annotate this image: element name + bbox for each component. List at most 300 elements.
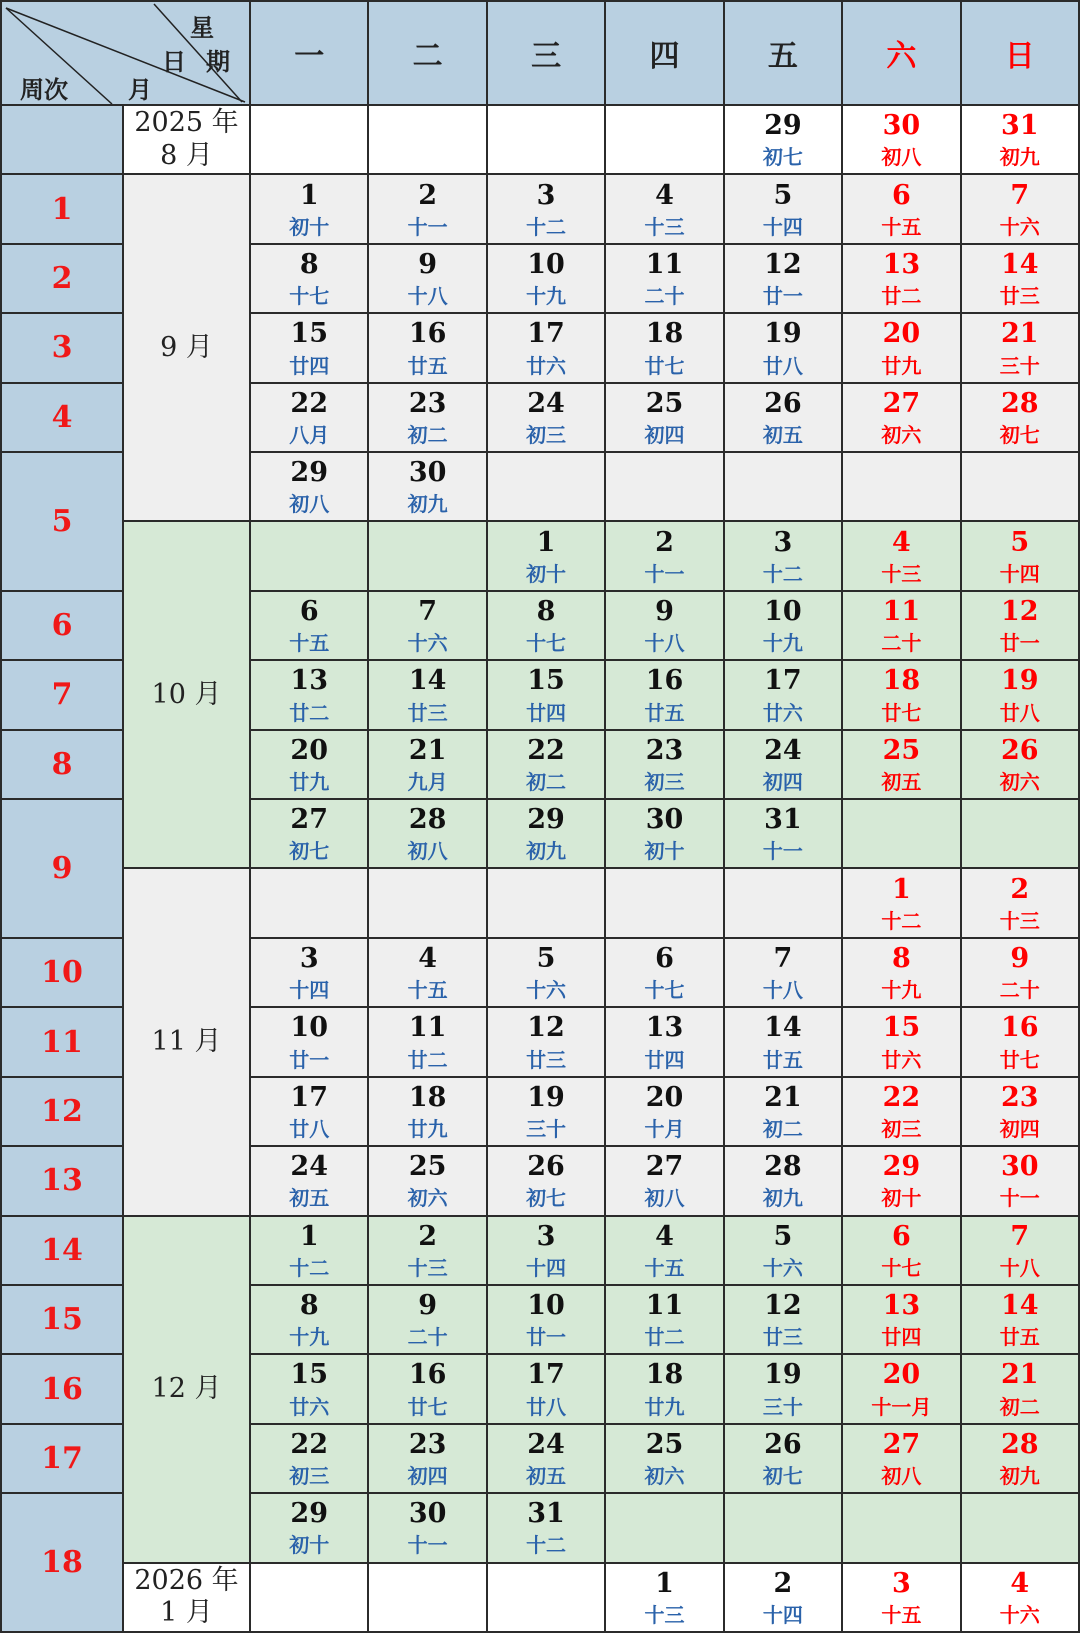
lunar-date: 廿三: [762, 1325, 803, 1350]
day-cell: [962, 1217, 1078, 1284]
solar-date: 27: [882, 1428, 921, 1460]
month-label-cell: [124, 1217, 249, 1562]
solar-date: 14: [408, 665, 447, 697]
day-cell: [606, 522, 722, 589]
solar-date: 23: [408, 1428, 447, 1460]
solar-date: 15: [290, 1359, 328, 1391]
day-cell: [369, 661, 485, 728]
lunar-date: 十二: [526, 214, 567, 239]
day-cell: [369, 384, 485, 451]
day-cell: [606, 453, 722, 520]
corner-label-month: 月: [128, 75, 152, 104]
solar-date: 6: [891, 1220, 911, 1252]
lunar-date: 十六: [407, 631, 448, 656]
day-cell: [606, 592, 722, 659]
day-cell: [369, 1355, 485, 1422]
day-cell: [488, 522, 604, 589]
day-cell: [962, 245, 1078, 312]
solar-date: 12: [527, 1012, 565, 1044]
solar-date: 20: [290, 734, 328, 766]
solar-date: 25: [645, 1428, 684, 1460]
day-cell: [606, 1564, 722, 1631]
lunar-date: 初三: [644, 769, 685, 794]
solar-date: 24: [764, 734, 802, 766]
solar-date: 26: [527, 1151, 565, 1183]
month-label-cell: [124, 522, 249, 867]
solar-date: 29: [764, 110, 802, 142]
lunar-date: 廿四: [526, 700, 567, 725]
lunar-date: 初八: [407, 839, 448, 864]
day-cell: [369, 522, 485, 589]
day-cell: [251, 175, 367, 242]
lunar-date: 初二: [999, 1394, 1040, 1419]
day-cell: [843, 522, 959, 589]
solar-date: 21: [408, 734, 447, 766]
day-cell: [251, 314, 367, 381]
lunar-date: 初九: [407, 492, 448, 517]
solar-date: 30: [1000, 1151, 1039, 1183]
day-cell: [843, 453, 959, 520]
month-label-cell: [124, 869, 249, 1214]
day-cell: [369, 869, 485, 936]
solar-date: 30: [645, 804, 684, 836]
day-cell: [251, 1008, 367, 1075]
lunar-date: 初五: [526, 1464, 567, 1489]
lunar-date: 十二: [762, 561, 803, 586]
solar-date: 14: [1000, 1290, 1039, 1322]
lunar-date: 十四: [762, 1602, 803, 1627]
day-cell: [725, 661, 841, 728]
lunar-date: 廿七: [407, 1394, 448, 1419]
day-cell: [843, 592, 959, 659]
day-cell: [251, 453, 367, 520]
solar-date: 25: [408, 1151, 447, 1183]
day-cell: [251, 1494, 367, 1561]
day-cell: [369, 1217, 485, 1284]
solar-date: 18: [882, 665, 921, 697]
day-cell: [606, 731, 722, 798]
week-number-cell: [2, 106, 122, 173]
lunar-date: 廿六: [526, 353, 567, 378]
lunar-date: 初四: [407, 1464, 448, 1489]
week-number-cell: 17: [2, 1425, 122, 1492]
solar-date: 5: [1010, 526, 1030, 558]
lunar-date: 十七: [644, 978, 685, 1003]
solar-date: 28: [764, 1151, 802, 1183]
solar-date: 15: [882, 1012, 921, 1044]
day-cell: [488, 453, 604, 520]
day-cell: [843, 1008, 959, 1075]
day-cell: [962, 1286, 1078, 1353]
day-cell: [962, 1494, 1078, 1561]
day-cell: [606, 1078, 722, 1145]
solar-date: 12: [764, 248, 802, 280]
day-cell: [488, 245, 604, 312]
lunar-date: 三十: [526, 1117, 567, 1142]
day-cell: [488, 869, 604, 936]
day-cell: [606, 1355, 722, 1422]
day-cell: [962, 1078, 1078, 1145]
day-cell: [843, 731, 959, 798]
month-label-line: 11 月: [151, 1025, 222, 1057]
solar-date: 26: [764, 387, 802, 419]
day-cell: [369, 314, 485, 381]
day-cell: [725, 314, 841, 381]
week-number-cell: 9: [2, 800, 122, 937]
lunar-date: 十三: [407, 1255, 448, 1280]
lunar-date: 十九: [526, 284, 567, 309]
solar-date: 6: [891, 179, 911, 211]
lunar-date: 初十: [881, 1186, 922, 1211]
day-cell: [251, 1078, 367, 1145]
solar-date: 11: [645, 1290, 684, 1322]
day-cell: [369, 245, 485, 312]
weekday-header: 日: [962, 2, 1078, 104]
day-cell: [606, 1008, 722, 1075]
lunar-date: 十四: [762, 214, 803, 239]
lunar-date: 廿一: [999, 631, 1040, 656]
solar-date: 13: [882, 1290, 921, 1322]
lunar-date: 初七: [526, 1186, 567, 1211]
solar-date: 5: [773, 179, 793, 211]
day-cell: [488, 939, 604, 1006]
solar-date: 9: [655, 595, 674, 627]
lunar-date: 十三: [644, 214, 685, 239]
lunar-date: 二十: [999, 978, 1040, 1003]
day-cell: [251, 1425, 367, 1492]
day-cell: [606, 1217, 722, 1284]
week-number-cell: 16: [2, 1355, 122, 1422]
solar-date: 30: [408, 457, 447, 489]
day-cell: [725, 1355, 841, 1422]
lunar-date: 初二: [407, 422, 448, 447]
day-cell: [843, 245, 959, 312]
day-cell: [251, 1286, 367, 1353]
lunar-date: 十五: [289, 631, 330, 656]
day-cell: [488, 106, 604, 173]
day-cell: [369, 939, 485, 1006]
solar-date: 22: [290, 1428, 328, 1460]
month-label-line: 2025 年: [134, 107, 239, 139]
lunar-date: 廿九: [289, 769, 330, 794]
solar-date: 23: [408, 387, 447, 419]
weekday-header: 六: [843, 2, 959, 104]
lunar-date: 初八: [644, 1186, 685, 1211]
lunar-date: 初五: [762, 422, 803, 447]
solar-date: 1: [299, 179, 319, 211]
lunar-date: 廿一: [289, 1047, 330, 1072]
solar-date: 17: [527, 1359, 565, 1391]
day-cell: [251, 1355, 367, 1422]
solar-date: 2: [1010, 873, 1030, 905]
day-cell: [369, 175, 485, 242]
lunar-date: 初六: [999, 769, 1040, 794]
solar-date: 19: [764, 1359, 802, 1391]
day-cell: [725, 1286, 841, 1353]
day-cell: [488, 731, 604, 798]
solar-date: 11: [408, 1012, 447, 1044]
day-cell: [843, 1147, 959, 1214]
lunar-date: 初九: [762, 1186, 803, 1211]
solar-date: 21: [764, 1081, 802, 1113]
month-label-line: 1 月: [160, 1597, 213, 1629]
lunar-date: 十三: [644, 1602, 685, 1627]
day-cell: [369, 731, 485, 798]
day-cell: [369, 800, 485, 867]
lunar-date: 廿三: [999, 284, 1040, 309]
lunar-date: 八月: [289, 422, 330, 447]
lunar-date: 廿九: [644, 1394, 685, 1419]
solar-date: 23: [1000, 1081, 1039, 1113]
lunar-date: 廿二: [881, 284, 922, 309]
lunar-date: 十二: [526, 1533, 567, 1558]
day-cell: [251, 1564, 367, 1631]
solar-date: 7: [418, 595, 438, 627]
lunar-date: 十一月: [871, 1394, 932, 1419]
day-cell: [488, 314, 604, 381]
day-cell: [843, 661, 959, 728]
solar-date: 25: [645, 387, 684, 419]
lunar-date: 初十: [289, 214, 330, 239]
day-cell: [606, 1425, 722, 1492]
day-cell: [962, 1008, 1078, 1075]
corner-label-ri: 日: [162, 47, 186, 76]
lunar-date: 廿一: [762, 284, 803, 309]
lunar-date: 廿七: [881, 700, 922, 725]
solar-date: 12: [1000, 595, 1039, 627]
solar-date: 2: [773, 1567, 793, 1599]
solar-date: 5: [773, 1220, 793, 1252]
solar-date: 2: [655, 526, 674, 558]
day-cell: [251, 384, 367, 451]
solar-date: 21: [1000, 1359, 1039, 1391]
solar-date: 18: [408, 1081, 447, 1113]
month-label-cell: [124, 175, 249, 520]
day-cell: [962, 592, 1078, 659]
day-cell: [962, 453, 1078, 520]
lunar-date: 十四: [999, 561, 1040, 586]
solar-date: 8: [299, 1290, 319, 1322]
lunar-date: 廿五: [407, 353, 448, 378]
month-label-cell: [124, 1564, 249, 1631]
day-cell: [725, 384, 841, 451]
solar-date: 20: [882, 1359, 921, 1391]
lunar-date: 十一: [407, 1533, 448, 1558]
day-cell: [369, 1494, 485, 1561]
day-cell: [843, 1425, 959, 1492]
lunar-date: 廿五: [999, 1325, 1040, 1350]
lunar-date: 十三: [999, 908, 1040, 933]
lunar-date: 初八: [881, 1464, 922, 1489]
day-cell: [369, 106, 485, 173]
lunar-date: 十二: [289, 1255, 330, 1280]
day-cell: [369, 1078, 485, 1145]
solar-date: 16: [408, 318, 447, 350]
lunar-date: 初二: [526, 769, 567, 794]
day-cell: [843, 869, 959, 936]
day-cell: [725, 1147, 841, 1214]
solar-date: 24: [290, 1151, 328, 1183]
solar-date: 1: [536, 526, 556, 558]
solar-date: 5: [536, 943, 556, 974]
day-cell: [606, 245, 722, 312]
lunar-date: 廿六: [881, 1047, 922, 1072]
solar-date: 18: [645, 1359, 684, 1391]
lunar-date: 初七: [289, 839, 330, 864]
solar-date: 3: [536, 179, 556, 211]
day-cell: [843, 1286, 959, 1353]
day-cell: [251, 592, 367, 659]
day-cell: [725, 1217, 841, 1284]
solar-date: 10: [764, 595, 802, 627]
day-cell: [843, 384, 959, 451]
day-cell: [962, 1355, 1078, 1422]
solar-date: 16: [1000, 1012, 1039, 1044]
day-cell: [606, 800, 722, 867]
day-cell: [962, 939, 1078, 1006]
lunar-date: 十二: [881, 908, 922, 933]
day-cell: [725, 106, 841, 173]
corner-label-xing: 星: [190, 13, 214, 42]
lunar-date: 十月: [644, 1117, 685, 1142]
lunar-date: 十一: [407, 214, 448, 239]
day-cell: [488, 1425, 604, 1492]
month-label-line: 12 月: [151, 1372, 222, 1404]
lunar-date: 廿六: [289, 1394, 330, 1419]
solar-date: 14: [1000, 248, 1039, 280]
day-cell: [369, 1425, 485, 1492]
solar-date: 31: [1000, 110, 1039, 142]
lunar-date: 廿五: [762, 1047, 803, 1072]
corner-label-weeknum: 周次: [20, 75, 68, 104]
solar-date: 3: [773, 526, 793, 558]
day-cell: [488, 1217, 604, 1284]
solar-date: 27: [882, 387, 921, 419]
lunar-date: 三十: [762, 1394, 803, 1419]
day-cell: [606, 1286, 722, 1353]
lunar-date: 十七: [526, 631, 567, 656]
lunar-date: 二十: [644, 284, 685, 309]
day-cell: [606, 939, 722, 1006]
day-cell: [488, 800, 604, 867]
lunar-date: 廿八: [999, 700, 1040, 725]
week-number-cell: 14: [2, 1217, 122, 1284]
day-cell: [251, 939, 367, 1006]
day-cell: [843, 1078, 959, 1145]
lunar-date: 十四: [289, 978, 330, 1003]
day-cell: [369, 1564, 485, 1631]
day-cell: [962, 800, 1078, 867]
week-number-cell: 12: [2, 1078, 122, 1145]
lunar-date: 廿二: [407, 1047, 448, 1072]
day-cell: [725, 1008, 841, 1075]
day-cell: [962, 661, 1078, 728]
day-cell: [251, 869, 367, 936]
lunar-date: 十八: [644, 631, 685, 656]
solar-date: 3: [536, 1220, 556, 1252]
lunar-date: 廿三: [407, 700, 448, 725]
solar-date: 17: [290, 1081, 328, 1113]
week-number-cell: 5: [2, 453, 122, 590]
week-number-cell: 7: [2, 661, 122, 728]
day-cell: [488, 661, 604, 728]
solar-date: 22: [882, 1081, 921, 1113]
solar-date: 4: [655, 179, 674, 211]
lunar-date: 廿六: [762, 700, 803, 725]
solar-date: 29: [290, 1498, 328, 1530]
solar-date: 19: [764, 318, 802, 350]
weekday-header: 二: [369, 2, 485, 104]
weekday-header: 一: [251, 2, 367, 104]
lunar-date: 廿四: [881, 1325, 922, 1350]
solar-date: 11: [882, 595, 921, 627]
day-cell: [488, 384, 604, 451]
day-cell: [843, 939, 959, 1006]
lunar-date: 十九: [289, 1325, 330, 1350]
lunar-date: 十九: [762, 631, 803, 656]
day-cell: [843, 800, 959, 867]
day-cell: [725, 939, 841, 1006]
lunar-date: 十五: [881, 1602, 922, 1627]
day-cell: [251, 522, 367, 589]
lunar-date: 廿一: [526, 1325, 567, 1350]
corner-label-qi: 期: [206, 47, 230, 76]
solar-date: 27: [645, 1151, 684, 1183]
solar-date: 13: [290, 665, 328, 697]
lunar-date: 廿四: [289, 353, 330, 378]
lunar-date: 初五: [289, 1186, 330, 1211]
lunar-date: 廿七: [644, 353, 685, 378]
lunar-date: 十五: [407, 978, 448, 1003]
solar-date: 7: [1010, 179, 1030, 211]
day-cell: [962, 1564, 1078, 1631]
lunar-date: 二十: [881, 631, 922, 656]
day-cell: [725, 453, 841, 520]
solar-date: 3: [299, 943, 319, 974]
weekday-header: 四: [606, 2, 722, 104]
lunar-date: 廿二: [289, 700, 330, 725]
solar-date: 19: [527, 1081, 565, 1113]
lunar-date: 廿八: [526, 1394, 567, 1419]
lunar-date: 十一: [999, 1186, 1040, 1211]
lunar-date: 廿八: [762, 353, 803, 378]
solar-date: 10: [527, 1290, 565, 1322]
solar-date: 29: [290, 457, 328, 489]
solar-date: 8: [536, 595, 556, 627]
day-cell: [843, 1564, 959, 1631]
lunar-date: 廿三: [526, 1047, 567, 1072]
solar-date: 29: [882, 1151, 921, 1183]
lunar-date: 初七: [762, 145, 803, 170]
solar-date: 30: [408, 1498, 447, 1530]
solar-date: 10: [290, 1012, 328, 1044]
solar-date: 10: [527, 248, 565, 280]
day-cell: [725, 592, 841, 659]
day-cell: [488, 175, 604, 242]
corner-header-cell: [2, 2, 249, 104]
solar-date: 11: [645, 248, 684, 280]
week-number-cell: 3: [2, 314, 122, 381]
weekday-header: 三: [488, 2, 604, 104]
lunar-date: 九月: [407, 769, 448, 794]
solar-date: 2: [418, 179, 438, 211]
day-cell: [843, 1355, 959, 1422]
lunar-date: 初三: [526, 422, 567, 447]
solar-date: 1: [891, 873, 911, 905]
day-cell: [725, 1078, 841, 1145]
week-number-cell: 4: [2, 384, 122, 451]
lunar-date: 十五: [644, 1255, 685, 1280]
